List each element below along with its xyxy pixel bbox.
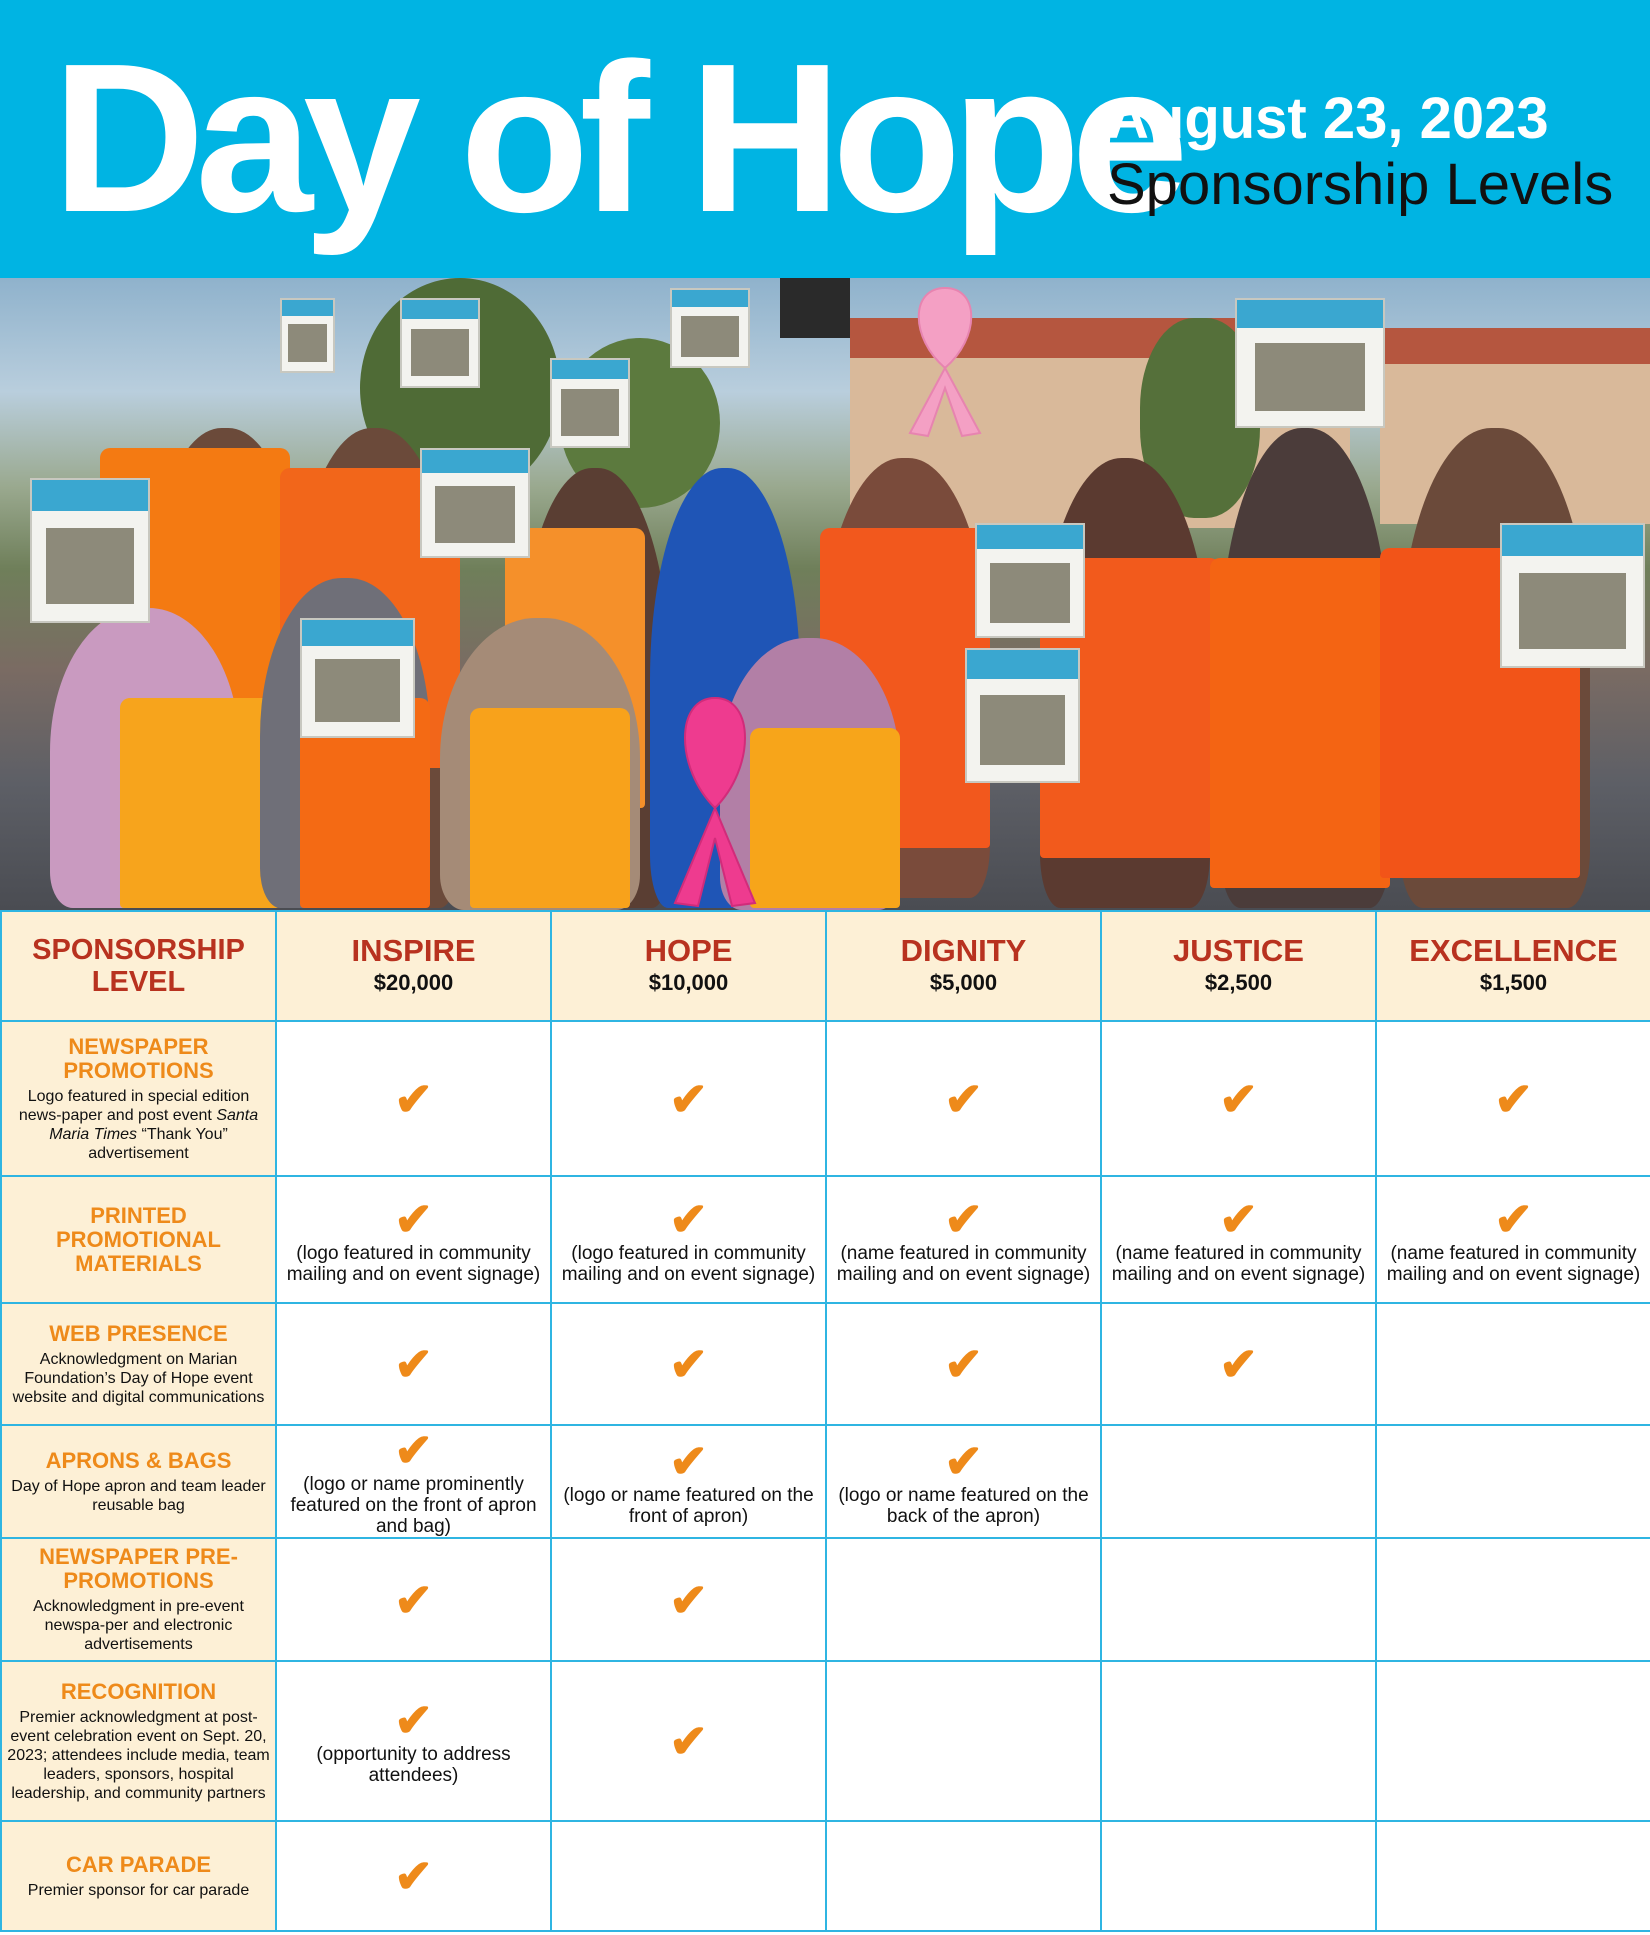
level-header-excellence bbox=[1376, 911, 1650, 1021]
feature-cell bbox=[1, 1303, 276, 1425]
group-photo-image bbox=[0, 278, 1650, 910]
feature-description-text: Premier sponsor for car parade bbox=[27, 1881, 250, 1899]
level-cell bbox=[551, 1821, 826, 1931]
level-cell bbox=[826, 1425, 1101, 1538]
page-subtitle: Sponsorship Levels bbox=[1107, 152, 1614, 217]
feature-description bbox=[6, 1477, 271, 1515]
level-cell bbox=[276, 1303, 551, 1425]
level-cell bbox=[1101, 1425, 1376, 1538]
level-header-inspire bbox=[276, 911, 551, 1021]
level-cell bbox=[1376, 1821, 1650, 1931]
level-price: $1,500 bbox=[1479, 970, 1548, 995]
sponsorship-table bbox=[0, 910, 1650, 1930]
sponsorship-level-label: SPONSORSHIP LEVEL bbox=[32, 934, 245, 998]
feature-description bbox=[6, 1708, 271, 1803]
level-cell bbox=[1376, 1303, 1650, 1425]
level-cell bbox=[826, 1176, 1101, 1303]
checkmark-icon: ✔ bbox=[394, 1338, 433, 1390]
benefit-note: (name featured in community mailing and on event signage) bbox=[1386, 1242, 1641, 1285]
level-cell bbox=[1101, 1021, 1376, 1176]
feature-title: NEWSPAPER PRE-PROMOTIONS bbox=[39, 1544, 238, 1593]
level-price: $5,000 bbox=[929, 970, 998, 995]
feature-title: RECOGNITION bbox=[60, 1678, 217, 1704]
feature-description bbox=[6, 1350, 271, 1407]
checkmark-icon: ✔ bbox=[1219, 1338, 1258, 1390]
level-name: INSPIRE bbox=[351, 933, 476, 968]
feature-row bbox=[1, 1538, 1650, 1661]
level-cell bbox=[276, 1176, 551, 1303]
checkmark-icon: ✔ bbox=[1219, 1192, 1258, 1245]
checkmark-icon: ✔ bbox=[1494, 1192, 1533, 1245]
level-cell bbox=[1376, 1176, 1650, 1303]
checkmark-icon: ✔ bbox=[944, 1434, 983, 1487]
level-cell bbox=[276, 1538, 551, 1661]
level-cell bbox=[826, 1821, 1101, 1931]
feature-description bbox=[6, 1087, 271, 1163]
level-cell bbox=[1101, 1176, 1376, 1303]
checkmark-icon: ✔ bbox=[1219, 1072, 1258, 1125]
level-cell bbox=[551, 1425, 826, 1538]
benefit-note: (name featured in community mailing and on event signage) bbox=[836, 1242, 1091, 1285]
event-date: August 23, 2023 bbox=[1107, 86, 1549, 151]
checkmark-icon: ✔ bbox=[669, 1573, 708, 1626]
level-cell bbox=[551, 1303, 826, 1425]
level-header-justice bbox=[1101, 911, 1376, 1021]
level-cell bbox=[551, 1661, 826, 1821]
checkmark-icon: ✔ bbox=[394, 1850, 433, 1902]
feature-row bbox=[1, 1661, 1650, 1821]
feature-row bbox=[1, 1021, 1650, 1176]
feature-title: PRINTED PROMOTIONAL MATERIALS bbox=[56, 1202, 221, 1276]
benefit-note: (logo featured in community mailing and on event signage) bbox=[561, 1242, 816, 1285]
level-cell bbox=[1376, 1021, 1650, 1176]
feature-description bbox=[6, 1881, 271, 1900]
feature-description-text: Acknowledgment on Marian Foundation’s Day of Hope event website and digital communications bbox=[12, 1350, 265, 1406]
checkmark-icon: ✔ bbox=[944, 1338, 983, 1390]
level-cell bbox=[551, 1176, 826, 1303]
level-header-dignity bbox=[826, 911, 1101, 1021]
checkmark-icon: ✔ bbox=[669, 1192, 708, 1245]
feature-row bbox=[1, 1176, 1650, 1303]
benefit-note: (logo or name featured on the front of apron) bbox=[563, 1484, 814, 1527]
feature-cell bbox=[1, 1021, 276, 1176]
checkmark-icon: ✔ bbox=[669, 1338, 708, 1390]
level-cell bbox=[276, 1661, 551, 1821]
page-title: Day of Hope bbox=[52, 19, 1179, 256]
checkmark-icon: ✔ bbox=[669, 1715, 708, 1767]
feature-title: APRONS & BAGS bbox=[45, 1447, 232, 1473]
checkmark-icon: ✔ bbox=[1494, 1072, 1533, 1125]
level-price: $10,000 bbox=[648, 970, 729, 995]
level-cell bbox=[1101, 1303, 1376, 1425]
feature-row bbox=[1, 1425, 1650, 1538]
level-cell bbox=[826, 1661, 1101, 1821]
level-cell bbox=[1376, 1538, 1650, 1661]
benefit-note: (name featured in community mailing and on event signage) bbox=[1111, 1242, 1366, 1285]
checkmark-icon: ✔ bbox=[394, 1192, 433, 1245]
level-cell bbox=[826, 1538, 1101, 1661]
level-cell bbox=[1376, 1425, 1650, 1538]
level-cell bbox=[1376, 1661, 1650, 1821]
checkmark-icon: ✔ bbox=[394, 1573, 433, 1626]
feature-cell bbox=[1, 1661, 276, 1821]
feature-cell bbox=[1, 1821, 276, 1931]
feature-title: CAR PARADE bbox=[65, 1851, 212, 1877]
checkmark-icon: ✔ bbox=[669, 1072, 708, 1125]
feature-title: WEB PRESENCE bbox=[49, 1320, 228, 1346]
level-cell bbox=[1101, 1538, 1376, 1661]
feature-title: NEWSPAPER PROMOTIONS bbox=[63, 1033, 214, 1083]
checkmark-icon: ✔ bbox=[394, 1424, 433, 1476]
feature-description-text: Day of Hope apron and team leader reusable bag bbox=[11, 1477, 266, 1514]
level-cell bbox=[551, 1538, 826, 1661]
feature-cell bbox=[1, 1176, 276, 1303]
feature-description bbox=[6, 1597, 271, 1654]
level-cell bbox=[1101, 1821, 1376, 1931]
feature-cell bbox=[1, 1538, 276, 1661]
level-cell bbox=[276, 1425, 551, 1538]
level-cell bbox=[1101, 1661, 1376, 1821]
feature-description-text: Acknowledgment in pre-event newspa-per and electronic advertisements bbox=[33, 1598, 244, 1653]
feature-cell bbox=[1, 1425, 276, 1538]
level-name: EXCELLENCE bbox=[1409, 933, 1618, 968]
level-cell bbox=[826, 1303, 1101, 1425]
checkmark-icon: ✔ bbox=[944, 1192, 983, 1245]
corner-cell bbox=[1, 911, 276, 1021]
level-header-row bbox=[1, 911, 1650, 1021]
benefit-note: (opportunity to address attendees) bbox=[316, 1744, 511, 1786]
feature-row bbox=[1, 1303, 1650, 1425]
level-price: $2,500 bbox=[1204, 970, 1273, 995]
feature-row bbox=[1, 1821, 1650, 1931]
level-name: HOPE bbox=[644, 933, 733, 968]
level-header-hope bbox=[551, 911, 826, 1021]
checkmark-icon: ✔ bbox=[394, 1694, 433, 1746]
level-price: $20,000 bbox=[373, 970, 454, 995]
level-cell bbox=[826, 1021, 1101, 1176]
feature-description-text: “Thank You” advertisement bbox=[88, 1125, 228, 1162]
feature-description-italic: Santa Maria Times bbox=[49, 1106, 259, 1143]
benefit-note: (logo featured in community mailing and on event signage) bbox=[286, 1242, 541, 1285]
benefit-note: (logo or name featured on the back of the apron) bbox=[838, 1484, 1089, 1527]
checkmark-icon: ✔ bbox=[669, 1434, 708, 1487]
level-cell bbox=[551, 1021, 826, 1176]
feature-description-text: Logo featured in special edition news-paper and post event bbox=[18, 1087, 250, 1124]
level-name: JUSTICE bbox=[1173, 933, 1304, 968]
level-cell bbox=[276, 1021, 551, 1176]
level-cell bbox=[276, 1821, 551, 1931]
feature-description-text: Premier acknowledgment at post-event celebration event on Sept. 20, 2023; attendees include media, team leaders, sponsors, hospital leadership, and community partners bbox=[7, 1708, 270, 1802]
benefit-note: (logo or name prominently featured on the front of apron and bag) bbox=[290, 1474, 537, 1537]
header-banner bbox=[0, 0, 1650, 278]
level-name: DIGNITY bbox=[900, 933, 1027, 968]
checkmark-icon: ✔ bbox=[394, 1072, 433, 1125]
checkmark-icon: ✔ bbox=[944, 1072, 983, 1125]
